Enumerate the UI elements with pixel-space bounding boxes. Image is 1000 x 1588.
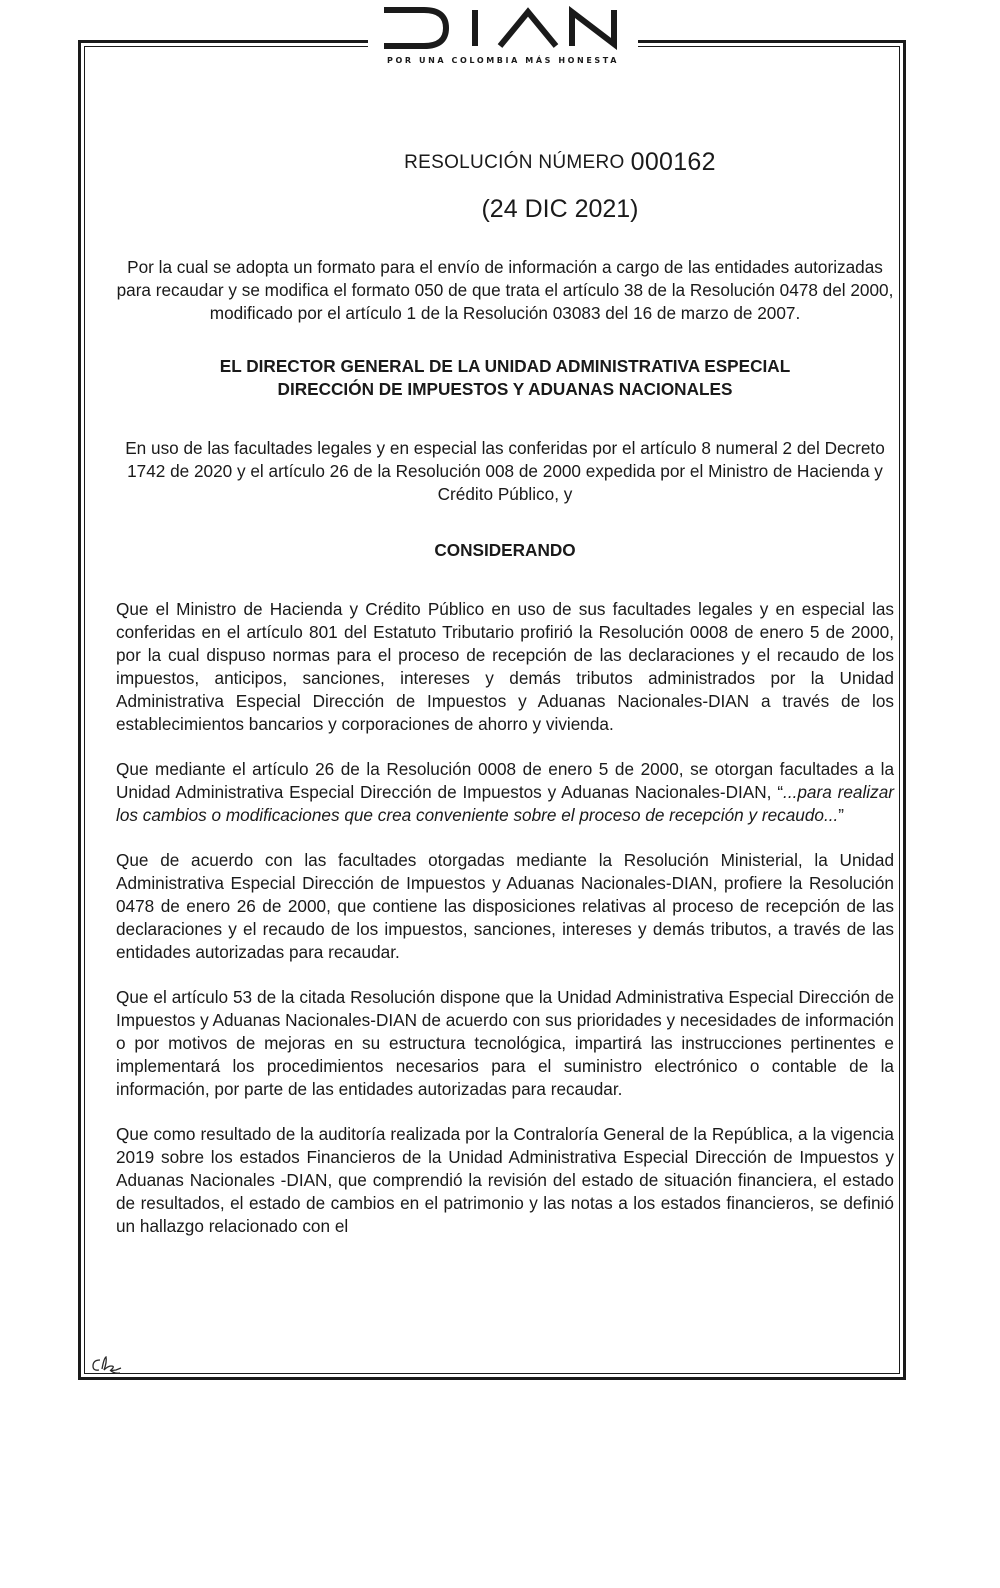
resolution-date: (24 DIC 2021) <box>481 195 639 223</box>
dian-logo-mark <box>378 6 628 50</box>
issuer-heading <box>116 355 894 401</box>
document-body <box>116 148 894 1238</box>
initials-mark <box>90 1354 124 1376</box>
consideration-paragraph-3: Que de acuerdo con las facultades otorgadas mediante la Resolución Ministerial, la Unidad Administrativa Especial Dirección de Impuestos y Aduanas Nacionales-DIAN, profiere la Resolución 0478 de enero 26 de 2000, que contiene las disposiciones relativas al proceso de recepción de las declaraciones y el recaudo de los impuestos, sanciones, intereses y demás tributos, a través de las entidades autorizadas para recaudar. <box>116 850 894 962</box>
resolution-number-label: RESOLUCIÓN NÚMERO <box>404 152 625 173</box>
consideration-paragraph-2-text: Que mediante el artículo 26 de la Resolución 0008 de enero 5 de 2000, se otorgan facultades a la Unidad Administrativa Especial Dirección de Impuestos y Aduanas Nacionales-DIAN, “ <box>116 759 894 802</box>
consideration-paragraph-2 <box>116 758 894 827</box>
considerations <box>116 598 894 1238</box>
issuer-heading-line-2: DIRECCIÓN DE IMPUESTOS Y ADUANAS NACIONALES <box>277 379 733 399</box>
dian-logo <box>368 0 638 78</box>
consideration-paragraph-1: Que el Ministro de Hacienda y Crédito Público en uso de sus facultades legales y en especial las conferidas en el artículo 801 del Estatuto Tributario profirió la Resolución 0008 de enero 5 de 2000, por la cual dispuso normas para el proceso de recepción de las declaraciones y el recaudo de los impuestos, anticipos, sanciones, intereses y demás tributos administrados por la Unidad Administrativa Especial Dirección de Impuestos y Aduanas Nacionales-DIAN a través de los establecimientos bancarios y corporaciones de ahorro y vivienda. <box>116 599 894 734</box>
resolution-subtitle: Por la cual se adopta un formato para el envío de información a cargo de las entidades autorizadas para recaudar y se modifica el formato 050 de que trata el artículo 38 de la Resolución 0478 del 2000, modificado por el artículo 1 de la Resolución 03083 del 16 de marzo de 2007. <box>116 257 894 323</box>
logo-tagline: POR UNA COLOMBIA MÁS HONESTA <box>386 56 620 65</box>
resolution-number <box>226 148 894 177</box>
legal-powers-paragraph: En uso de las facultades legales y en especial las conferidas por el artículo 8 numeral 2 del Decreto 1742 de 2020 y el artículo 26 de la Resolución 008 de 2000 expedida por el Ministro de Hacienda y Crédito Público, y <box>125 438 885 504</box>
consideration-paragraph-5: Que como resultado de la auditoría realizada por la Contraloría General de la República, a la vigencia 2019 sobre los estados Financieros de la Unidad Administrativa Especial Dirección de Impuestos y Aduanas Nacionales -DIAN, que comprendió la revisión del estado de situación financiera, el estado de resultados, el estado de cambios en el patrimonio y las notas a los estados financieros, se definió un hallazgo relacionado con el <box>116 1124 894 1236</box>
issuer-heading-line-1: EL DIRECTOR GENERAL DE LA UNIDAD ADMINISTRATIVA ESPECIAL <box>219 356 791 376</box>
consideration-paragraph-2-close: ” <box>838 805 845 825</box>
consideration-paragraph-2-quote: ...para realizar los cambios o modificaciones que crea conveniente sobre el proceso de recepción y recaudo... <box>116 782 894 825</box>
resolution-number-value: 000162 <box>630 148 716 176</box>
consideration-paragraph-4: Que el artículo 53 de la citada Resolución dispone que la Unidad Administrativa Especial Dirección de Impuestos y Aduanas Nacionales-DIAN de acuerdo con sus prioridades y necesidades de información o por motivos de mejoras en su estructura tecnológica, impartirá las instrucciones pertinentes e implementará los procedimientos necesarios para el suministro electrónico o contable de la información, por parte de las entidades autorizadas para recaudar. <box>116 987 894 1099</box>
handwritten-initials <box>90 1354 124 1381</box>
considerando-title: CONSIDERANDO <box>434 540 576 560</box>
